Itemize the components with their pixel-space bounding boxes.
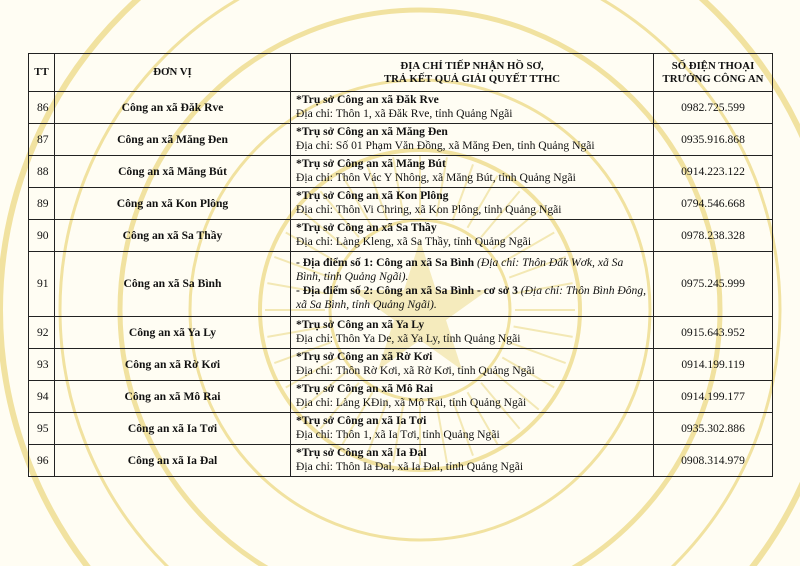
- address-text: Địa chỉ: Làng KĐin, xã Mô Rai, tỉnh Quảng Ngãi: [296, 396, 527, 409]
- header-address-line2: TRẢ KẾT QUẢ GIẢI QUYẾT TTHC: [383, 72, 561, 85]
- unit-name: Công an xã Kon Plông: [55, 188, 291, 220]
- phone-number: 0935.916.868: [654, 124, 773, 156]
- site-2-label: - Địa điểm số 2: Công an xã Sa Bình - cơ sở 3: [296, 283, 518, 297]
- headquarters-label: *Trụ sở Công an xã Măng Đen: [296, 125, 448, 138]
- row-number: 94: [29, 381, 55, 413]
- headquarters-label: *Trụ sở Công an xã Rờ Kơi: [296, 350, 433, 363]
- address-cell: [291, 413, 654, 445]
- row-number: 90: [29, 220, 55, 252]
- address-cell: [291, 188, 654, 220]
- address-cell: [291, 349, 654, 381]
- unit-name: Công an xã Đăk Rve: [55, 92, 291, 124]
- address-cell: [291, 381, 654, 413]
- row-number: 89: [29, 188, 55, 220]
- unit-name: Công an xã Măng Đen: [55, 124, 291, 156]
- address-cell: [291, 124, 654, 156]
- phone-number: 0978.238.328: [654, 220, 773, 252]
- headquarters-label: *Trụ sở Công an xã Kon Plông: [296, 189, 449, 202]
- row-number: 95: [29, 413, 55, 445]
- unit-name: Công an xã Măng Bút: [55, 156, 291, 188]
- address-text: Địa chỉ: Thôn Ya De, xã Ya Ly, tỉnh Quảng Ngãi: [296, 332, 521, 345]
- address-text: Địa chỉ: Thôn 1, xã Đăk Rve, tỉnh Quảng Ngãi: [296, 107, 513, 120]
- headquarters-label: *Trụ sở Công an xã Đăk Rve: [296, 93, 439, 106]
- address-cell: [291, 156, 654, 188]
- address-text: Địa chỉ: Làng Kleng, xã Sa Thầy, tỉnh Quảng Ngãi: [296, 235, 532, 248]
- row-number: 91: [29, 252, 55, 317]
- table-row: [29, 252, 773, 317]
- headquarters-label: *Trụ sở Công an xã Mô Rai: [296, 382, 433, 395]
- table-header-row: [29, 54, 773, 92]
- table-row: [29, 349, 773, 381]
- unit-name: Công an xã Mô Rai: [55, 381, 291, 413]
- address-cell: [291, 445, 654, 477]
- header-unit: ĐƠN VỊ: [55, 54, 291, 92]
- phone-number: 0794.546.668: [654, 188, 773, 220]
- table-row: [29, 220, 773, 252]
- address-cell: [291, 252, 654, 317]
- site-1-label: - Địa điểm số 1: Công an xã Sa Bình: [296, 255, 475, 269]
- address-text: Địa chỉ: Thôn 1, xã Ia Tơi, tỉnh Quảng Ngãi: [296, 428, 500, 441]
- address-cell: [291, 317, 654, 349]
- table-row: [29, 381, 773, 413]
- row-number: 87: [29, 124, 55, 156]
- police-office-table-container: [28, 53, 773, 477]
- phone-number: 0935.302.886: [654, 413, 773, 445]
- phone-number: 0915.643.952: [654, 317, 773, 349]
- police-office-table: [28, 53, 773, 477]
- address-text: Địa chỉ: Số 01 Phạm Văn Đồng, xã Măng Đen, tỉnh Quảng Ngãi: [296, 139, 595, 152]
- headquarters-label: *Trụ sở Công an xã Ya Ly: [296, 318, 425, 331]
- row-number: 92: [29, 317, 55, 349]
- table-row: [29, 92, 773, 124]
- row-number: 93: [29, 349, 55, 381]
- unit-name: Công an xã Sa Bình: [55, 252, 291, 317]
- phone-number: 0908.314.979: [654, 445, 773, 477]
- site-1-entry: [296, 256, 649, 284]
- table-row: [29, 445, 773, 477]
- header-phone-line1: SỐ ĐIỆN THOẠI: [671, 59, 755, 72]
- site-1-address: (Địa chỉ: Thôn Đăk Wơk, xã Sa Bình, tỉnh Quảng Ngãi).: [296, 255, 624, 283]
- address-text: Địa chỉ: Thôn Vi Chring, xã Kon Plông, tỉnh Quảng Ngãi: [296, 203, 562, 216]
- site-2-address: (Địa chỉ: Thôn Bình Đông, xã Sa Bình, tỉnh Quảng Ngãi).: [296, 283, 647, 311]
- row-number: 96: [29, 445, 55, 477]
- site-2-entry: [296, 284, 649, 312]
- phone-number: 0914.199.177: [654, 381, 773, 413]
- address-text: Địa chỉ: Thôn Ia Đal, xã Ia Đal, tỉnh Quảng Ngãi: [296, 460, 524, 473]
- header-tt: TT: [29, 54, 55, 92]
- address-text: Địa chỉ: Thôn Vác Y Nhông, xã Măng Bút, tỉnh Quảng Ngãi: [296, 171, 576, 184]
- header-phone-line2: TRƯỞNG CÔNG AN: [662, 72, 764, 85]
- table-row: [29, 413, 773, 445]
- headquarters-label: *Trụ sở Công an xã Măng Bút: [296, 157, 446, 170]
- headquarters-label: *Trụ sở Công an xã Ia Đal: [296, 446, 427, 459]
- unit-name: Công an xã Ia Đal: [55, 445, 291, 477]
- table-row: [29, 156, 773, 188]
- row-number: 88: [29, 156, 55, 188]
- header-address-line1: ĐỊA CHỈ TIẾP NHẬN HỒ SƠ,: [400, 59, 544, 72]
- table-row: [29, 124, 773, 156]
- address-cell: [291, 92, 654, 124]
- unit-name: Công an xã Ya Ly: [55, 317, 291, 349]
- table-row: [29, 317, 773, 349]
- unit-name: Công an xã Sa Thầy: [55, 220, 291, 252]
- header-phone: [654, 54, 773, 92]
- headquarters-label: *Trụ sở Công an xã Sa Thầy: [296, 221, 437, 234]
- phone-number: 0975.245.999: [654, 252, 773, 317]
- phone-number: 0914.223.122: [654, 156, 773, 188]
- row-number: 86: [29, 92, 55, 124]
- address-cell: [291, 220, 654, 252]
- unit-name: Công an xã Rờ Kơi: [55, 349, 291, 381]
- phone-number: 0914.199.119: [654, 349, 773, 381]
- address-text: Địa chỉ: Thôn Rờ Kơi, xã Rờ Kơi, tỉnh Quảng Ngãi: [296, 364, 535, 377]
- unit-name: Công an xã Ia Tơi: [55, 413, 291, 445]
- phone-number: 0982.725.599: [654, 92, 773, 124]
- table-row: [29, 188, 773, 220]
- header-address: [291, 54, 654, 92]
- headquarters-label: *Trụ sở Công an xã Ia Tơi: [296, 414, 427, 427]
